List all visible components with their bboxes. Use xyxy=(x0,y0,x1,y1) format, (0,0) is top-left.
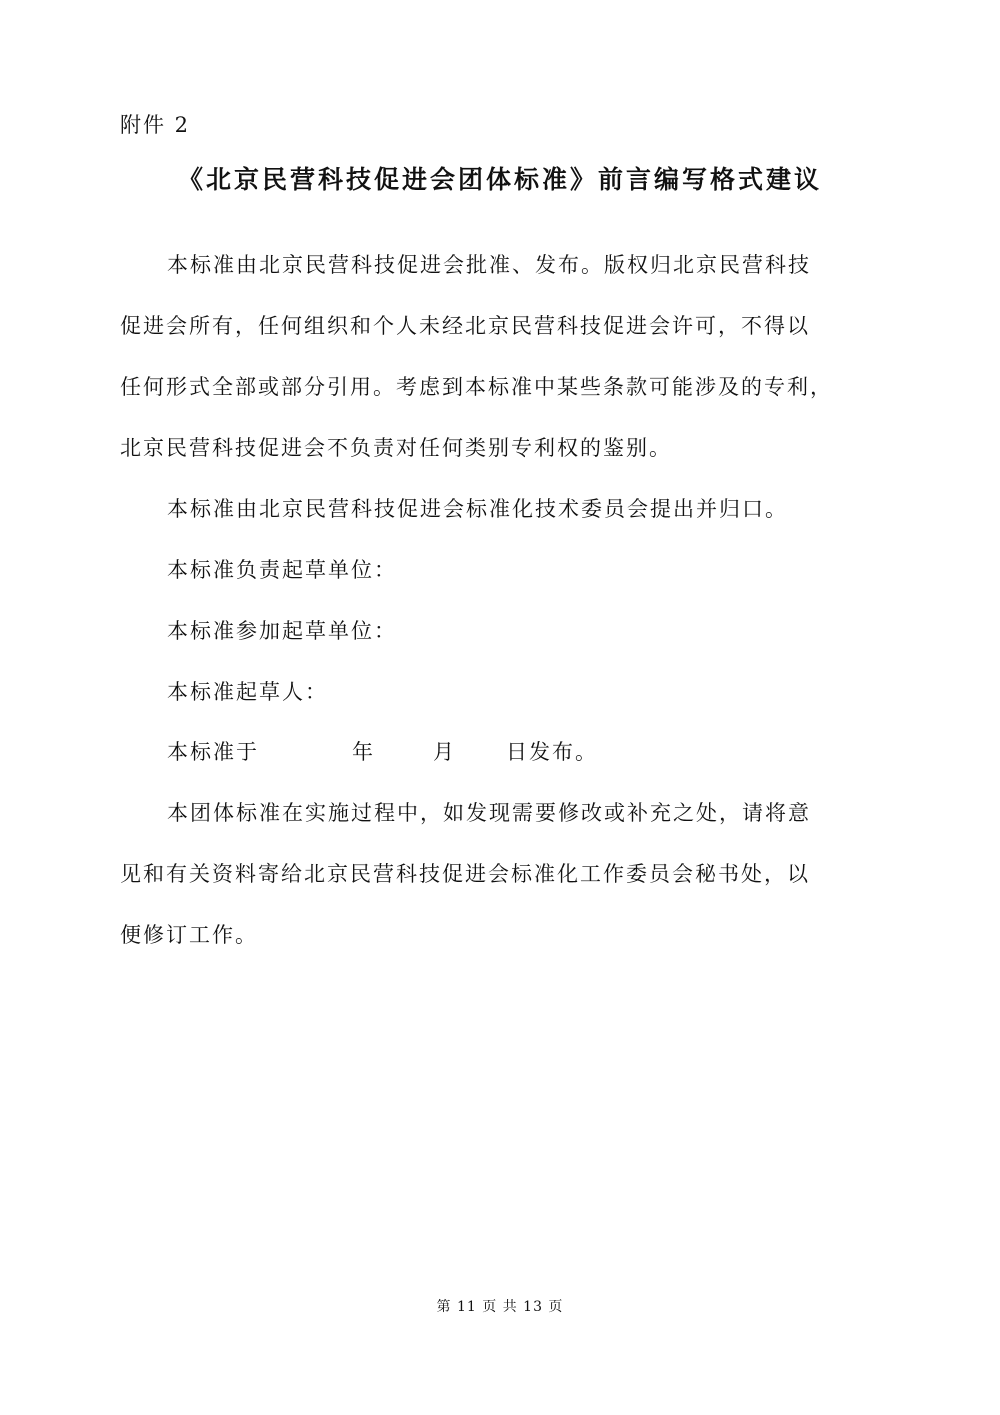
copyright-paragraph xyxy=(120,250,840,494)
feedback-paragraph xyxy=(120,798,840,981)
paragraph-line: 便修订工作。 xyxy=(120,923,258,947)
paragraph-line: 见和有关资料寄给北京民营科技促进会标准化工作委员会秘书处，以 xyxy=(120,862,810,886)
date-suffix: 日发布。 xyxy=(506,740,598,764)
proposal-paragraph xyxy=(120,494,840,555)
paragraph-line: 本标准由北京民营科技促进会批准、发布。版权归北京民营科技 xyxy=(167,253,811,277)
paragraph-line: 本标准负责起草单位： xyxy=(167,558,397,582)
paragraph-line: 促进会所有，任何组织和个人未经北京民营科技促进会许可，不得以 xyxy=(120,314,810,338)
date-prefix: 本标准于 xyxy=(167,740,259,764)
document-title: 《北京民营科技促进会团体标准》前言编写格式建议 xyxy=(177,165,822,194)
page-number-footer: 第 11 页 共 13 页 xyxy=(436,1299,564,1315)
paragraph-line: 本标准参加起草单位： xyxy=(167,619,397,643)
lead-drafting-unit xyxy=(120,555,840,616)
paragraph-line: 任何形式全部或部分引用。考虑到本标准中某些条款可能涉及的专利， xyxy=(120,375,833,399)
attachment-label: 附件 2 xyxy=(120,113,191,137)
date-month-label: 月 xyxy=(433,740,456,764)
paragraph-line: 本团体标准在实施过程中，如发现需要修改或补充之处，请将意 xyxy=(167,801,811,825)
paragraph-line: 本标准由北京民营科技促进会标准化技术委员会提出并归口。 xyxy=(167,497,788,521)
date-year-label: 年 xyxy=(352,740,375,764)
release-date-line xyxy=(167,737,598,767)
paragraph-line: 本标准起草人： xyxy=(167,680,328,704)
participating-drafting-unit xyxy=(120,616,840,677)
drafters-line xyxy=(120,677,840,738)
paragraph-line: 北京民营科技促进会不负责对任何类别专利权的鉴别。 xyxy=(120,436,672,460)
